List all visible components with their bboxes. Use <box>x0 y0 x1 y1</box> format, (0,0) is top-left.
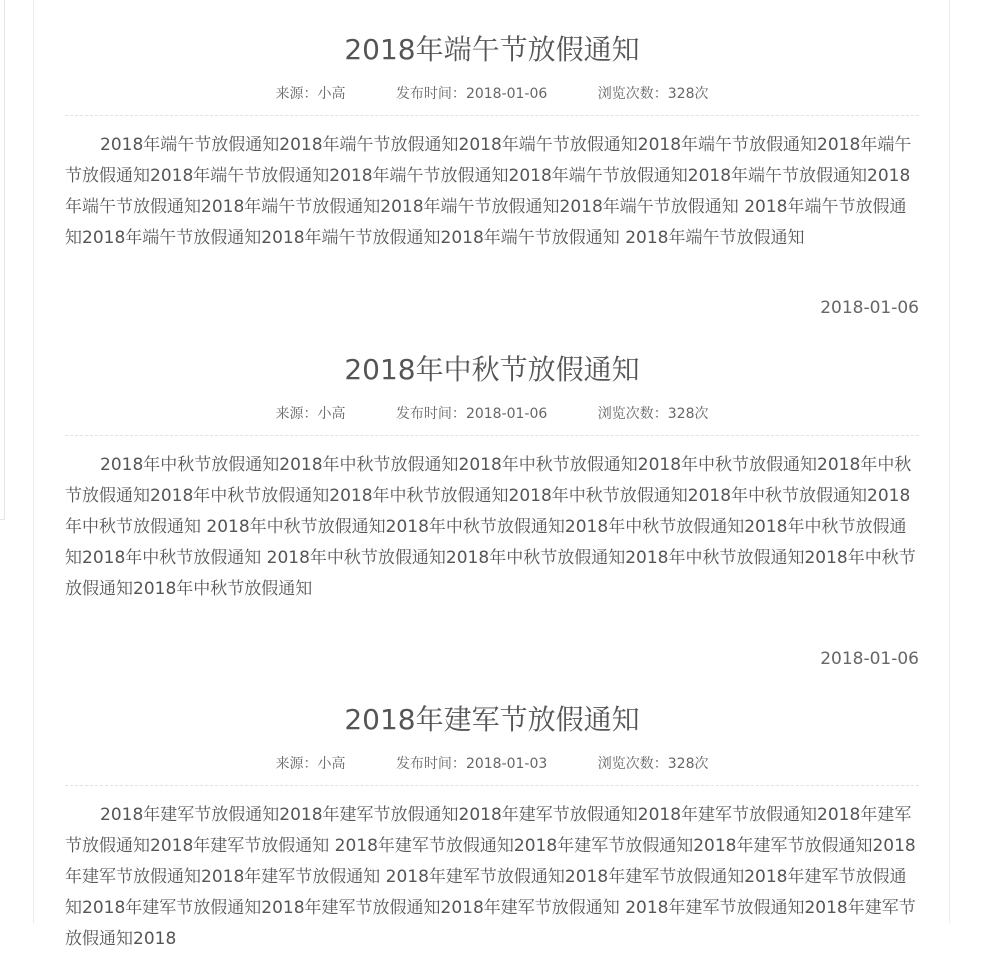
article-views <box>598 404 709 424</box>
source-value: 小高 <box>317 86 346 102</box>
article-content: 2018年端午节放假通知2018年端午节放假通知2018年端午节放假通知2018年端午节放假通知2018年端午节放假通知2018年端午节放假通知2018年端午节放假通知2018年端午节放假通知2018年端午节放假通知2018年端午节放假通知2018年端午节放假通知2018年端午节放假通知2018年端午节放假通知 2018年端午节放假通知2018年端午节放假通知2018年端午节放假通知2018年端午节放假通知 2018年端午节放假通知 <box>65 135 912 248</box>
article-title[interactable]: 2018年中秋节放假通知 <box>344 353 640 386</box>
article-publish-time <box>396 754 547 774</box>
views-label: 浏览次数： <box>597 406 668 422</box>
source-label: 来源： <box>275 86 318 102</box>
article-source <box>275 84 345 104</box>
views-value: 328次 <box>667 86 709 102</box>
views-label: 浏览次数： <box>597 756 668 772</box>
article-item <box>65 702 919 955</box>
article-item <box>65 32 919 254</box>
views-value: 328次 <box>667 756 709 772</box>
source-value: 小高 <box>317 756 346 772</box>
source-label: 来源： <box>275 406 318 422</box>
article-item <box>65 352 919 605</box>
publish-value: 2018-01-06 <box>465 406 548 422</box>
article-meta <box>65 404 919 424</box>
article-meta <box>65 754 919 774</box>
publish-label: 发布时间： <box>395 756 466 772</box>
publish-label: 发布时间： <box>395 86 466 102</box>
article-source <box>275 754 345 774</box>
divider <box>65 115 919 116</box>
article-date: 2018-01-06 <box>820 649 919 669</box>
divider <box>65 435 919 436</box>
source-label: 来源： <box>275 756 318 772</box>
article-meta <box>65 84 919 104</box>
article-date: 2018-01-06 <box>820 298 919 318</box>
divider <box>65 785 919 786</box>
publish-value: 2018-01-06 <box>465 86 548 102</box>
article-views <box>598 754 709 774</box>
article-content: 2018年中秋节放假通知2018年中秋节放假通知2018年中秋节放假通知2018年中秋节放假通知2018年中秋节放假通知2018年中秋节放假通知2018年中秋节放假通知2018年中秋节放假通知2018年中秋节放假通知2018年中秋节放假通知 2018年中秋节放假通知2018年中秋节放假通知2018年中秋节放假通知2018年中秋节放假通知2018年中秋节放假通知 2018年中秋节放假通知2018年中秋节放假通知2018年中秋节放假通知2018年中秋节放假通知2018年中秋节放假通知 <box>65 455 916 599</box>
article-title[interactable]: 2018年建军节放假通知 <box>344 703 640 736</box>
source-value: 小高 <box>317 406 346 422</box>
left-sidebar-panel <box>0 0 5 520</box>
publish-value: 2018-01-03 <box>465 756 548 772</box>
article-title[interactable]: 2018年端午节放假通知 <box>344 33 640 66</box>
publish-label: 发布时间： <box>395 406 466 422</box>
views-value: 328次 <box>667 406 709 422</box>
article-list-container <box>33 0 950 949</box>
article-views <box>598 84 709 104</box>
article-publish-time <box>396 404 547 424</box>
article-publish-time <box>396 84 547 104</box>
article-source <box>275 404 345 424</box>
article-content: 2018年建军节放假通知2018年建军节放假通知2018年建军节放假通知2018年建军节放假通知2018年建军节放假通知2018年建军节放假通知 2018年建军节放假通知2018年建军节放假通知2018年建军节放假通知2018年建军节放假通知2018年建军节放假通知 2018年建军节放假通知2018年建军节放假通知2018年建军节放假通知2018年建军节放假通知2018年建军节放假通知2018年建军节放假通知 2018年建军节放假通知2018年建军节放假通知2018 <box>65 805 916 949</box>
views-label: 浏览次数： <box>597 86 668 102</box>
